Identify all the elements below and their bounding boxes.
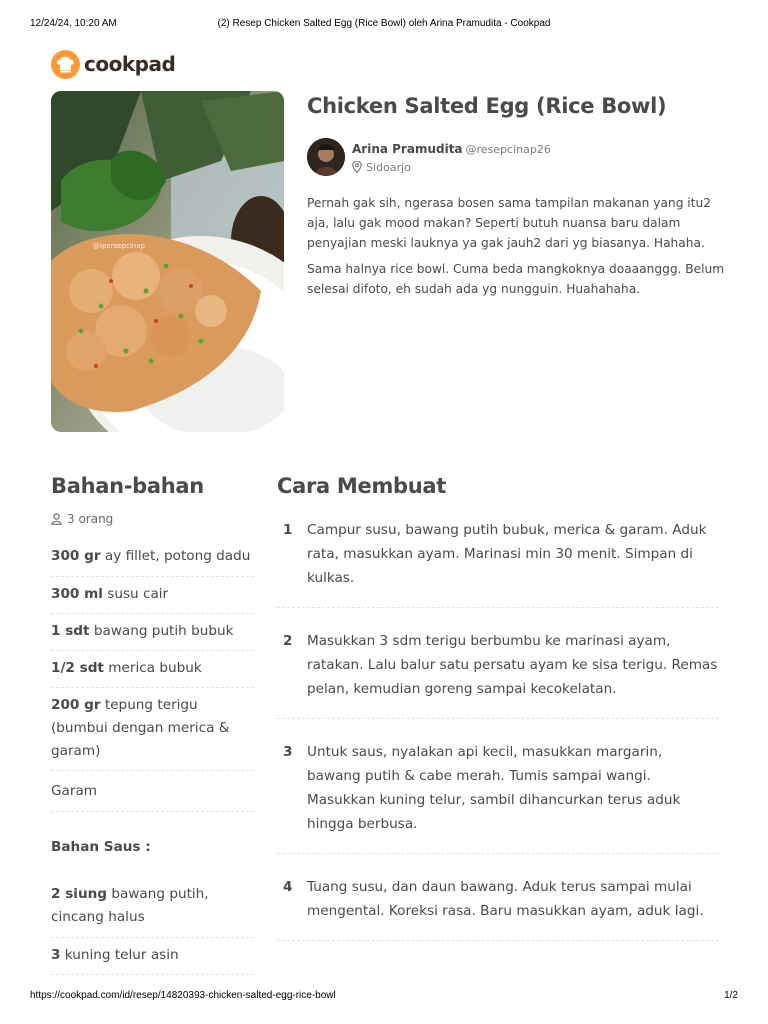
ingredient-name: bawang putih, cincang halus bbox=[51, 886, 209, 925]
ingredient-name: merica bubuk bbox=[103, 660, 202, 676]
cookpad-logo[interactable] bbox=[51, 49, 175, 79]
author-handle: @resepcinap26 bbox=[465, 142, 551, 156]
ingredient-qty: 1 sdt bbox=[51, 623, 90, 639]
step-item bbox=[277, 867, 719, 941]
ingredient-item bbox=[51, 614, 254, 651]
ingredient-name: susu cair bbox=[102, 586, 169, 602]
ingredient-section-header: Bahan Saus : bbox=[51, 839, 151, 855]
author-location bbox=[352, 161, 551, 174]
ingredient-item bbox=[51, 771, 254, 812]
ingredient-qty: 200 gr bbox=[51, 697, 101, 713]
author-block[interactable] bbox=[307, 137, 551, 177]
step-text: Campur susu, bawang putih bubuk, merica & garam. Aduk rata, masukkan ayam. Marinasi min 30 menit. Simpan di kulkas. bbox=[307, 522, 707, 586]
avatar[interactable] bbox=[307, 138, 345, 176]
ingredient-item bbox=[51, 577, 254, 614]
recipe-title: Chicken Salted Egg (Rice Bowl) bbox=[307, 94, 667, 118]
print-datetime: 12/24/24, 10:20 AM bbox=[30, 18, 117, 29]
print-tab-title: (2) Resep Chicken Salted Egg (Rice Bowl) oleh Arina Pramudita - Cookpad bbox=[217, 18, 551, 29]
servings bbox=[51, 512, 113, 526]
step-item bbox=[277, 732, 719, 854]
print-url: https://cookpad.com/id/resep/14820393-chicken-salted-egg-rice-bowl bbox=[30, 990, 336, 1001]
ingredient-qty: 3 bbox=[51, 947, 61, 963]
step-number: 4 bbox=[283, 879, 293, 895]
recipe-photo bbox=[51, 91, 284, 432]
ingredient-item bbox=[51, 688, 254, 771]
servings-text: 3 orang bbox=[67, 512, 114, 526]
ingredient-item bbox=[51, 651, 254, 688]
map-pin-icon bbox=[352, 161, 362, 173]
step-text: Masukkan 3 sdm terigu berbumbu ke marinasi ayam, ratakan. Lalu balur satu persatu ayam ke sisa terigu. Remas pelan, kemudian goreng sampai kecokelatan. bbox=[307, 633, 718, 697]
ingredient-qty: 300 gr bbox=[51, 548, 101, 564]
location-text: Sidoarjo bbox=[366, 160, 411, 174]
brand-name: cookpad bbox=[84, 52, 176, 76]
step-text: Untuk saus, nyalakan api kecil, masukkan margarin, bawang putih & cabe merah. Tumis sampai wangi. Masukkan kuning telur, sambil dihancurkan terus aduk hingga berbusa. bbox=[307, 744, 681, 832]
steps-heading: Cara Membuat bbox=[277, 474, 447, 498]
ingredient-qty: 300 ml bbox=[51, 586, 103, 602]
person-icon bbox=[51, 513, 62, 525]
ingredient-qty: 2 siung bbox=[51, 886, 108, 902]
ingredient-name: ay fillet, potong dadu bbox=[100, 548, 251, 564]
print-page-number: 1/2 bbox=[724, 990, 738, 1001]
description-paragraph: Pernah gak sih, ngerasa bosen sama tampilan makanan yang itu2 aja, lalu gak mood makan? Seperti butuh nuansa baru dalam penyajian meski lauknya ya gak jauh2 dari yg biasanya. Hahaha. bbox=[307, 196, 711, 250]
step-item bbox=[277, 510, 719, 608]
step-text: Tuang susu, dan daun bawang. Aduk terus sampai mulai mengental. Koreksi rasa. Baru masukkan ayam, aduk lagi. bbox=[307, 879, 704, 919]
author-name[interactable]: Arina Pramudita bbox=[352, 141, 463, 156]
ingredient-item bbox=[51, 873, 254, 938]
step-item bbox=[277, 621, 719, 719]
recipe-description bbox=[307, 193, 727, 305]
step-number: 1 bbox=[283, 522, 293, 538]
ingredient-item bbox=[51, 938, 254, 975]
ingredient-list bbox=[51, 536, 254, 975]
step-number: 3 bbox=[283, 744, 293, 760]
image-watermark: @ipersepcinap bbox=[93, 242, 145, 250]
ingredient-name: kuning telur asin bbox=[60, 947, 179, 963]
ingredients-heading: Bahan-bahan bbox=[51, 474, 204, 498]
ingredient-name: Garam bbox=[51, 783, 98, 799]
ingredient-name: bawang putih bubuk bbox=[89, 623, 234, 639]
ingredient-qty: 1/2 sdt bbox=[51, 660, 104, 676]
step-list bbox=[277, 510, 719, 954]
print-header bbox=[30, 18, 738, 32]
ingredient-name: tepung terigu (bumbui dengan merica & garam) bbox=[51, 697, 230, 759]
step-number: 2 bbox=[283, 633, 293, 649]
chef-hat-icon bbox=[51, 50, 80, 79]
ingredient-item bbox=[51, 536, 254, 577]
print-footer bbox=[30, 990, 738, 1004]
description-paragraph: Sama halnya rice bowl. Cuma beda mangkoknya doaaanggg. Belum selesai difoto, eh sudah ada yg nungguin. Huahahaha. bbox=[307, 262, 725, 296]
